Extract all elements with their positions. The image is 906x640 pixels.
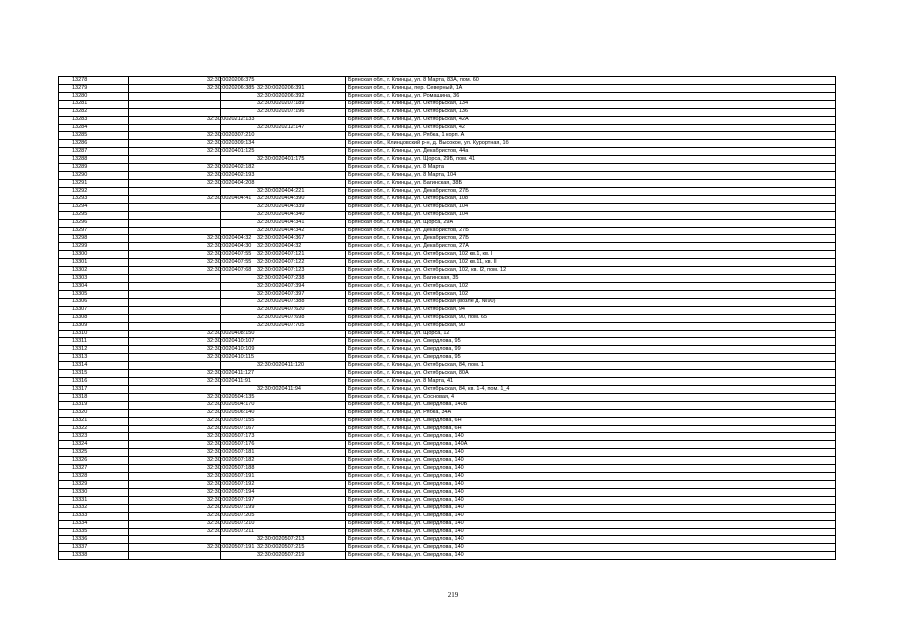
table-row xyxy=(59,235,836,243)
cadastral-number-cell xyxy=(129,124,221,132)
table-row xyxy=(59,417,836,425)
address-cell: Брянская обл., г. Клинцы, ул. Октябрьская, 90 xyxy=(346,322,836,330)
address-cell: Брянская обл., г. Клинцы, ул. Свердлова, 6Н xyxy=(346,425,836,433)
cadastral-number-cell xyxy=(129,322,221,330)
cadastral-number-cell: 32:30:0020411:91 xyxy=(129,378,221,386)
address-cell: Брянская обл., г. Клинцы, ул. Октябрьская, 42А xyxy=(346,116,836,124)
cadastral-number-cell xyxy=(129,306,221,314)
row-number-cell: 13283 xyxy=(59,116,129,124)
table-row xyxy=(59,473,836,481)
table-row xyxy=(59,108,836,116)
address-cell: Брянская обл., г. Клинцы, ул. Октябрьская, 102 xyxy=(346,282,836,290)
table-row xyxy=(59,187,836,195)
address-cell: Брянская обл., г. Клинцы, ул. Щорса, 29Б, пом. 41 xyxy=(346,156,836,164)
table-row xyxy=(59,124,836,132)
table-row xyxy=(59,385,836,393)
cadastral-number-cell: 32:30:0020507:211 xyxy=(129,528,221,536)
table-row xyxy=(59,314,836,322)
address-cell: Брянская обл., г. Клинцы, ул. Декабристов, 27А xyxy=(346,243,836,251)
row-number-cell: 13321 xyxy=(59,417,129,425)
cadastral-number-cell: 32:30:0020402:182 xyxy=(129,164,221,172)
table-row xyxy=(59,148,836,156)
related-cadastral-number-cell: 32:30:0020407:122 xyxy=(221,259,346,267)
row-number-cell: 13305 xyxy=(59,290,129,298)
address-cell: Брянская обл., г. Клинцы, ул. Щорса, 29А xyxy=(346,219,836,227)
address-cell: Брянская обл., г. Клинцы, ул. Декабристов, 27Б xyxy=(346,235,836,243)
table-row xyxy=(59,338,836,346)
table-row xyxy=(59,409,836,417)
cadastral-number-cell xyxy=(129,211,221,219)
table-row xyxy=(59,77,836,85)
cadastral-number-cell: 32:30:0020507:155 xyxy=(129,417,221,425)
table-row xyxy=(59,488,836,496)
row-number-cell: 13296 xyxy=(59,219,129,227)
table-row xyxy=(59,290,836,298)
row-number-cell: 13287 xyxy=(59,148,129,156)
address-cell: Брянская обл., Клинцовский р-н, д. Высокое, ул. Курортная, 1б xyxy=(346,140,836,148)
row-number-cell: 13334 xyxy=(59,520,129,528)
row-number-cell: 13285 xyxy=(59,132,129,140)
address-cell: Брянская обл., г. Клинцы, ул. Свердлова, 95 xyxy=(346,354,836,362)
cadastral-number-cell: 32:30:0020507:191 xyxy=(129,544,221,552)
cadastral-table xyxy=(58,76,836,560)
cadastral-number-cell: 32:30:0020504:135 xyxy=(129,393,221,401)
row-number-cell: 13284 xyxy=(59,124,129,132)
address-cell: Брянская обл., г. Клинцы, ул. Октябрьская, 80А xyxy=(346,370,836,378)
row-number-cell: 13330 xyxy=(59,488,129,496)
table-row xyxy=(59,449,836,457)
row-number-cell: 13320 xyxy=(59,409,129,417)
row-number-cell: 13290 xyxy=(59,172,129,180)
address-cell: Брянская обл., г. Клинцы, ул. Свердлова, 140 xyxy=(346,433,836,441)
related-cadastral-number-cell: 32:30:0020207:196 xyxy=(221,108,346,116)
address-cell: Брянская обл., г. Клинцы, ул. Свердлова, 140 xyxy=(346,552,836,560)
table-row xyxy=(59,211,836,219)
address-cell: Брянская обл., г. Клинцы, ул. Свердлова, 140 xyxy=(346,544,836,552)
row-number-cell: 13306 xyxy=(59,298,129,306)
cadastral-number-cell: 32:30:0020507:181 xyxy=(129,449,221,457)
address-cell: Брянская обл., г. Клинцы, ул. Рябка, 34А xyxy=(346,409,836,417)
cadastral-number-cell: 32:30:0020410:115 xyxy=(129,354,221,362)
cadastral-number-cell: 32:30:0020408:150 xyxy=(129,330,221,338)
address-cell: Брянская обл., г. Клинцы, ул. Свердлова, 140 xyxy=(346,512,836,520)
row-number-cell: 13338 xyxy=(59,552,129,560)
table-row xyxy=(59,156,836,164)
related-cadastral-number-cell: 32:30:0020407:698 xyxy=(221,314,346,322)
table-row xyxy=(59,116,836,124)
address-cell: Брянская обл., г. Клинцы, ул. Октябрьская, 102 xyxy=(346,290,836,298)
related-cadastral-number-cell: 32:30:0020404:341 xyxy=(221,219,346,227)
row-number-cell: 13289 xyxy=(59,164,129,172)
cadastral-number-cell: 32:30:0020507:194 xyxy=(129,488,221,496)
cadastral-number-cell xyxy=(129,290,221,298)
table-row xyxy=(59,425,836,433)
related-cadastral-number-cell: 32:30:0020401:175 xyxy=(221,156,346,164)
related-cadastral-number-cell: 32:30:0020407:238 xyxy=(221,275,346,283)
row-number-cell: 13326 xyxy=(59,457,129,465)
cadastral-number-cell xyxy=(129,552,221,560)
table-row xyxy=(59,84,836,92)
cadastral-number-cell xyxy=(129,275,221,283)
table-row xyxy=(59,267,836,275)
address-cell: Брянская обл., г. Клинцы, ул. Октябрьская, 134 xyxy=(346,100,836,108)
cadastral-number-cell xyxy=(129,282,221,290)
related-cadastral-number-cell: 32:30:0020404:221 xyxy=(221,187,346,195)
address-cell: Брянская обл., г. Клинцы, ул. Декабристов, 27Б xyxy=(346,227,836,235)
row-number-cell: 13335 xyxy=(59,528,129,536)
address-cell: Брянская обл., г. Клинцы, ул. Свердлова, 140 xyxy=(346,449,836,457)
table-row xyxy=(59,504,836,512)
address-cell: Брянская обл., г. Клинцы, ул. Свердлова, 140А xyxy=(346,441,836,449)
address-cell: Брянская обл., г. Клинцы, ул. Декабристов, 27Б xyxy=(346,187,836,195)
cadastral-number-cell: 32:30:0020407:55 xyxy=(129,251,221,259)
address-cell: Брянская обл., г. Клинцы, ул. Октябрьская, 84, пом. 1 xyxy=(346,362,836,370)
row-number-cell: 13312 xyxy=(59,346,129,354)
table-row xyxy=(59,354,836,362)
related-cadastral-number-cell: 32:30:0020411:94 xyxy=(221,385,346,393)
table-row xyxy=(59,401,836,409)
cadastral-number-cell: 32:30:0020411:127 xyxy=(129,370,221,378)
related-cadastral-number-cell: 32:30:0020206:391 xyxy=(221,84,346,92)
related-cadastral-number-cell: 32:30:0020404:390 xyxy=(221,195,346,203)
address-cell: Брянская обл., г. Клинцы, ул. Октябрьская, 102, кв. I2, пом. 12 xyxy=(346,267,836,275)
address-cell: Брянская обл., г. Клинцы, ул. Октябрьская, 94 xyxy=(346,306,836,314)
row-number-cell: 13291 xyxy=(59,179,129,187)
cadastral-number-cell xyxy=(129,362,221,370)
address-cell: Брянская обл., г. Клинцы, ул. Октябрьская, 90, пом. 65 xyxy=(346,314,836,322)
row-number-cell: 13293 xyxy=(59,195,129,203)
table-row xyxy=(59,92,836,100)
table-row xyxy=(59,227,836,235)
address-cell: Брянская обл., г. Клинцы, ул. Октябрьская, 102 кв.1, кв. I xyxy=(346,251,836,259)
table-row xyxy=(59,457,836,465)
cadastral-number-cell: 32:30:0020504:170 xyxy=(129,401,221,409)
related-cadastral-number-cell: 32:30:0020407:705 xyxy=(221,322,346,330)
table-row xyxy=(59,378,836,386)
row-number-cell: 13299 xyxy=(59,243,129,251)
cadastral-number-cell xyxy=(129,187,221,195)
cadastral-number-cell: 32:30:0020507:191 xyxy=(129,473,221,481)
address-cell: Брянская обл., г. Клинцы, ул. 8 Марта, 41 xyxy=(346,378,836,386)
row-number-cell: 13302 xyxy=(59,267,129,275)
address-cell: Брянская обл., г. Клинцы, ул. 8 Марта, 104 xyxy=(346,172,836,180)
address-cell: Брянская обл., г. Клинцы, ул. Свердлова, 140 xyxy=(346,465,836,473)
related-cadastral-number-cell: 32:30:0020207:189 xyxy=(221,100,346,108)
cadastral-number-cell: 32:30:0020507:199 xyxy=(129,504,221,512)
table-row xyxy=(59,243,836,251)
address-cell: Брянская обл., г. Клинцы, ул. Свердлова, 140 xyxy=(346,457,836,465)
cadastral-number-cell xyxy=(129,227,221,235)
row-number-cell: 13286 xyxy=(59,140,129,148)
cadastral-number-cell xyxy=(129,219,221,227)
address-cell: Брянская обл., г. Клинцы, ул. Свердлова, 140 xyxy=(346,496,836,504)
table-row xyxy=(59,433,836,441)
cadastral-number-cell xyxy=(129,156,221,164)
cadastral-number-cell: 32:30:0020307:210 xyxy=(129,132,221,140)
table-row xyxy=(59,132,836,140)
row-number-cell: 13323 xyxy=(59,433,129,441)
address-cell: Брянская обл., г. Клинцы, ул. Свердлова, 95 xyxy=(346,338,836,346)
row-number-cell: 13328 xyxy=(59,473,129,481)
row-number-cell: 13301 xyxy=(59,259,129,267)
row-number-cell: 13315 xyxy=(59,370,129,378)
row-number-cell: 13279 xyxy=(59,84,129,92)
table-row xyxy=(59,528,836,536)
row-number-cell: 13325 xyxy=(59,449,129,457)
cadastral-number-cell: 32:30:0020507:176 xyxy=(129,441,221,449)
cadastral-number-cell xyxy=(129,92,221,100)
related-cadastral-number-cell: 32:30:0020404:32 xyxy=(221,243,346,251)
table-row xyxy=(59,346,836,354)
cadastral-number-cell: 32:30:0020407:68 xyxy=(129,267,221,275)
related-cadastral-number-cell: 32:30:0020404:367 xyxy=(221,235,346,243)
cadastral-number-cell xyxy=(129,203,221,211)
address-cell: Брянская обл., г. Клинцы, ул. Декабристов, 44а xyxy=(346,148,836,156)
row-number-cell: 13319 xyxy=(59,401,129,409)
cadastral-number-cell: 32:30:0020507:173 xyxy=(129,433,221,441)
row-number-cell: 13337 xyxy=(59,544,129,552)
related-cadastral-number-cell: 32:30:0020212:147 xyxy=(221,124,346,132)
row-number-cell: 13332 xyxy=(59,504,129,512)
cadastral-number-cell: 32:30:0020507:210 xyxy=(129,520,221,528)
table-row xyxy=(59,275,836,283)
table-row xyxy=(59,195,836,203)
row-number-cell: 13314 xyxy=(59,362,129,370)
cadastral-number-cell: 32:30:0020401:125 xyxy=(129,148,221,156)
related-cadastral-number-cell: 32:30:0020407:394 xyxy=(221,282,346,290)
address-cell: Брянская обл., г. Клинцы, пер. Северный, 1А xyxy=(346,84,836,92)
related-cadastral-number-cell: 32:30:0020407:388 xyxy=(221,298,346,306)
row-number-cell: 13282 xyxy=(59,108,129,116)
page-number: 219 xyxy=(447,591,459,599)
address-cell: Брянская обл., г. Клинцы, ул. Свердлова, 99 xyxy=(346,346,836,354)
address-cell: Брянская обл., г. Клинцы, ул. Октябрьская (возле д. №90) xyxy=(346,298,836,306)
related-cadastral-number-cell: 32:30:0020507:219 xyxy=(221,552,346,560)
cadastral-number-cell xyxy=(129,314,221,322)
row-number-cell: 13307 xyxy=(59,306,129,314)
table-row xyxy=(59,251,836,259)
related-cadastral-number-cell: 32:30:0020407:123 xyxy=(221,267,346,275)
row-number-cell: 13300 xyxy=(59,251,129,259)
table-row xyxy=(59,219,836,227)
cadastral-number-cell: 32:30:0020507:182 xyxy=(129,457,221,465)
table-row xyxy=(59,496,836,504)
cadastral-number-cell: 32:30:0020507:205 xyxy=(129,512,221,520)
address-cell: Брянская обл., г. Клинцы, ул. Свердлова, 140Б xyxy=(346,401,836,409)
cadastral-number-cell: 32:30:0020212:133 xyxy=(129,116,221,124)
row-number-cell: 13331 xyxy=(59,496,129,504)
table-row xyxy=(59,164,836,172)
cadastral-number-cell: 32:30:0020404:41 xyxy=(129,195,221,203)
row-number-cell: 13288 xyxy=(59,156,129,164)
cadastral-number-cell xyxy=(129,100,221,108)
row-number-cell: 13280 xyxy=(59,92,129,100)
cadastral-number-cell xyxy=(129,536,221,544)
table-row xyxy=(59,179,836,187)
row-number-cell: 13313 xyxy=(59,354,129,362)
address-cell: Брянская обл., г. Клинцы, ул. Октябрьская, 42 xyxy=(346,124,836,132)
address-cell: Брянская обл., г. Клинцы, ул. Свердлова, 140 xyxy=(346,481,836,489)
cadastral-number-cell: 32:30:0020206:375 xyxy=(129,77,221,85)
row-number-cell: 13278 xyxy=(59,77,129,85)
table-row xyxy=(59,370,836,378)
cadastral-number-cell: 32:30:0020507:188 xyxy=(129,465,221,473)
address-cell: Брянская обл., г. Клинцы, ул. Октябрьская, 102 кв.11, кв. II xyxy=(346,259,836,267)
cadastral-number-cell: 32:30:0020410:107 xyxy=(129,338,221,346)
address-cell: Брянская обл., г. Клинцы, ул. Сосновая, 4 xyxy=(346,393,836,401)
row-number-cell: 13324 xyxy=(59,441,129,449)
table-row xyxy=(59,544,836,552)
table-row xyxy=(59,362,836,370)
related-cadastral-number-cell: 32:30:0020407:397 xyxy=(221,290,346,298)
table-row xyxy=(59,100,836,108)
row-number-cell: 13316 xyxy=(59,378,129,386)
address-cell: Брянская обл., г. Клинцы, ул. Октябрьская, 136 xyxy=(346,108,836,116)
table-row xyxy=(59,536,836,544)
table-row xyxy=(59,330,836,338)
table-row xyxy=(59,512,836,520)
related-cadastral-number-cell: 32:30:0020507:215 xyxy=(221,544,346,552)
related-cadastral-number-cell: 32:30:0020404:339 xyxy=(221,203,346,211)
row-number-cell: 13292 xyxy=(59,187,129,195)
row-number-cell: 13295 xyxy=(59,211,129,219)
address-cell: Брянская обл., г. Клинцы, ул. Свердлова, 140 xyxy=(346,473,836,481)
row-number-cell: 13311 xyxy=(59,338,129,346)
row-number-cell: 13304 xyxy=(59,282,129,290)
row-number-cell: 13336 xyxy=(59,536,129,544)
address-cell: Брянская обл., г. Клинцы, ул. Октябрьская, 108 xyxy=(346,195,836,203)
table-row xyxy=(59,481,836,489)
row-number-cell: 13303 xyxy=(59,275,129,283)
table-row xyxy=(59,465,836,473)
related-cadastral-number-cell: 32:30:0020411:120 xyxy=(221,362,346,370)
cadastral-number-cell: 32:30:0020407:55 xyxy=(129,259,221,267)
address-cell: Брянская обл., г. Клинцы, ул. Ромашина, 36 xyxy=(346,92,836,100)
cadastral-number-cell: 32:30:0020507:192 xyxy=(129,481,221,489)
address-cell: Брянская обл., г. Клинцы, ул. Октябрьская, 104 xyxy=(346,203,836,211)
table-row xyxy=(59,552,836,560)
cadastral-number-cell: 32:30:0020507:167 xyxy=(129,425,221,433)
cadastral-number-cell: 32:30:0020506:140 xyxy=(129,409,221,417)
row-number-cell: 13298 xyxy=(59,235,129,243)
table-row xyxy=(59,203,836,211)
row-number-cell: 13333 xyxy=(59,512,129,520)
row-number-cell: 13317 xyxy=(59,385,129,393)
address-cell: Брянская обл., г. Клинцы, ул. Свердлова, 140 xyxy=(346,504,836,512)
address-cell: Брянская обл., г. Клинцы, ул. 8 Марта, 83А, пом. 60 xyxy=(346,77,836,85)
address-cell: Брянская обл., г. Клинцы, ул. Багинская, 38Б xyxy=(346,179,836,187)
related-cadastral-number-cell: 32:30:0020404:342 xyxy=(221,227,346,235)
related-cadastral-number-cell: 32:30:0020206:392 xyxy=(221,92,346,100)
table-row xyxy=(59,140,836,148)
row-number-cell: 13318 xyxy=(59,393,129,401)
cadastral-number-cell: 32:30:0020206:385 xyxy=(129,84,221,92)
related-cadastral-number-cell: 32:30:0020507:213 xyxy=(221,536,346,544)
cadastral-number-cell: 32:30:0020309:134 xyxy=(129,140,221,148)
cadastral-number-cell xyxy=(129,298,221,306)
address-cell: Брянская обл., г. Клинцы, ул. Свердлова, 140 xyxy=(346,488,836,496)
address-cell: Брянская обл., г. Клинцы, ул. Свердлова, 140 xyxy=(346,520,836,528)
table-row xyxy=(59,306,836,314)
row-number-cell: 13327 xyxy=(59,465,129,473)
cadastral-number-cell: 32:30:0020402:193 xyxy=(129,172,221,180)
address-cell: Брянская обл., г. Клинцы, ул. 8 Марта xyxy=(346,164,836,172)
address-cell: Брянская обл., г. Клинцы, ул. Рябка, 1 корп. А xyxy=(346,132,836,140)
address-cell: Брянская обл., г. Клинцы, ул. Багинская, 35 xyxy=(346,275,836,283)
row-number-cell: 13310 xyxy=(59,330,129,338)
address-cell: Брянская обл., г. Клинцы, ул. Свердлова, 6Н xyxy=(346,417,836,425)
table-row xyxy=(59,441,836,449)
row-number-cell: 13329 xyxy=(59,481,129,489)
row-number-cell: 13294 xyxy=(59,203,129,211)
table-row xyxy=(59,322,836,330)
cadastral-table-container xyxy=(58,76,835,560)
row-number-cell: 13308 xyxy=(59,314,129,322)
address-cell: Брянская обл., г. Клинцы, ул. Свердлова, 140 xyxy=(346,528,836,536)
cadastral-number-cell: 32:30:0020404:30 xyxy=(129,243,221,251)
row-number-cell: 13297 xyxy=(59,227,129,235)
related-cadastral-number-cell: 32:30:0020407:121 xyxy=(221,251,346,259)
row-number-cell: 13281 xyxy=(59,100,129,108)
table-row xyxy=(59,393,836,401)
related-cadastral-number-cell: 32:30:0020404:340 xyxy=(221,211,346,219)
address-cell: Брянская обл., г. Клинцы, ул. Октябрьская, 104 xyxy=(346,211,836,219)
row-number-cell: 13309 xyxy=(59,322,129,330)
cadastral-number-cell xyxy=(129,385,221,393)
table-row xyxy=(59,259,836,267)
table-row xyxy=(59,520,836,528)
cadastral-number-cell: 32:30:0020507:197 xyxy=(129,496,221,504)
table-body xyxy=(59,77,836,560)
row-number-cell: 13322 xyxy=(59,425,129,433)
table-row xyxy=(59,172,836,180)
cadastral-number-cell xyxy=(129,108,221,116)
cadastral-number-cell: 32:30:0020404:208 xyxy=(129,179,221,187)
cadastral-number-cell: 32:30:0020404:32 xyxy=(129,235,221,243)
table-row xyxy=(59,298,836,306)
address-cell: Брянская обл., г. Клинцы, ул. Щорса, 12 xyxy=(346,330,836,338)
cadastral-number-cell: 32:30:0020410:109 xyxy=(129,346,221,354)
table-row xyxy=(59,282,836,290)
address-cell: Брянская обл., г. Клинцы, ул. Свердлова, 140 xyxy=(346,536,836,544)
address-cell: Брянская обл., г. Клинцы, ул. Октябрьская, 84, кв. 1-4, пом. 1_4 xyxy=(346,385,836,393)
related-cadastral-number-cell: 32:30:0020407:620 xyxy=(221,306,346,314)
